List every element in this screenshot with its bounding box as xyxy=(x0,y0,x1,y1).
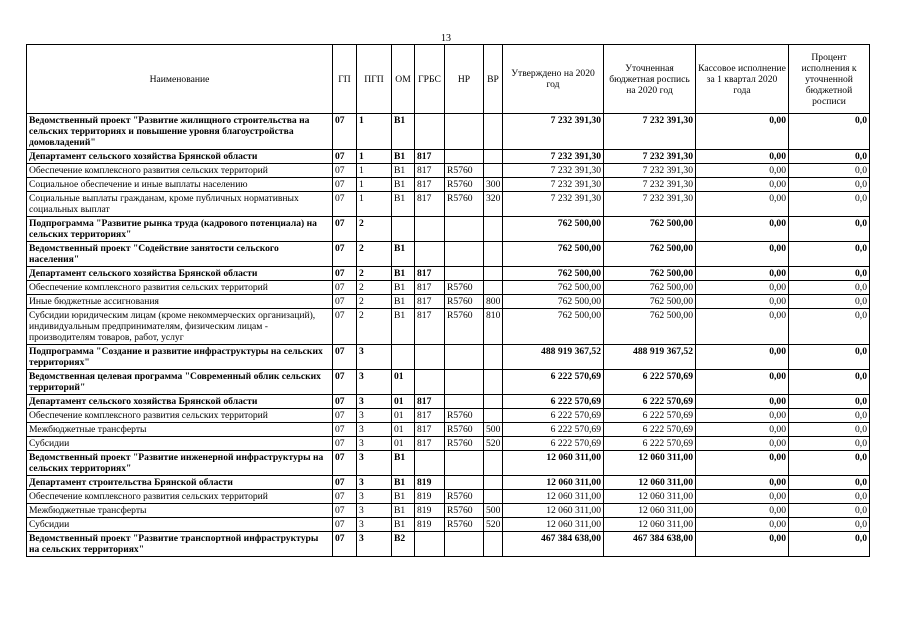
cell-grbs: 817 xyxy=(415,395,445,409)
cell-grbs xyxy=(415,242,445,267)
cell-approved: 488 919 367,52 xyxy=(503,345,604,370)
cell-cash: 0,00 xyxy=(696,178,789,192)
cell-gp: 07 xyxy=(333,267,357,281)
cell-grbs: 817 xyxy=(415,309,445,345)
cell-name: Ведомственный проект "Развитие транспортной инфраструктуры на сельских территориях" xyxy=(27,532,333,557)
cell-refined: 7 232 391,30 xyxy=(604,164,696,178)
cell-om: B1 xyxy=(392,504,415,518)
cell-vr xyxy=(484,150,503,164)
cell-vr xyxy=(484,490,503,504)
cell-om: B2 xyxy=(392,532,415,557)
cell-grbs: 817 xyxy=(415,164,445,178)
cell-percent: 0,0 xyxy=(789,217,870,242)
cell-grbs: 817 xyxy=(415,281,445,295)
cell-refined: 6 222 570,69 xyxy=(604,370,696,395)
cell-percent: 0,0 xyxy=(789,451,870,476)
cell-refined: 762 500,00 xyxy=(604,309,696,345)
cell-name: Ведомственный проект "Развитие жилищного строительства на сельских территориях и повышение уровня благоустройства домовладений" xyxy=(27,114,333,150)
table-row xyxy=(27,490,870,504)
cell-refined: 12 060 311,00 xyxy=(604,476,696,490)
cell-name: Департамент сельского хозяйства Брянской области xyxy=(27,150,333,164)
cell-approved: 7 232 391,30 xyxy=(503,114,604,150)
cell-pgp: 2 xyxy=(357,281,392,295)
cell-cash: 0,00 xyxy=(696,409,789,423)
table-row xyxy=(27,370,870,395)
cell-name: Субсидии юридическим лицам (кроме некоммерческих организаций), индивидуальным предпринимателям, физическим лицам - производителям товаров, работ, услуг xyxy=(27,309,333,345)
cell-approved: 762 500,00 xyxy=(503,217,604,242)
cell-percent: 0,0 xyxy=(789,295,870,309)
cell-pgp: 1 xyxy=(357,150,392,164)
cell-pgp: 3 xyxy=(357,409,392,423)
table-row xyxy=(27,423,870,437)
cell-cash: 0,00 xyxy=(696,518,789,532)
cell-nr: R5760 xyxy=(445,490,484,504)
cell-approved: 12 060 311,00 xyxy=(503,490,604,504)
cell-cash: 0,00 xyxy=(696,114,789,150)
cell-grbs xyxy=(415,451,445,476)
cell-name: Обеспечение комплексного развития сельских территорий xyxy=(27,281,333,295)
cell-vr xyxy=(484,242,503,267)
cell-pgp: 3 xyxy=(357,451,392,476)
cell-refined: 7 232 391,30 xyxy=(604,150,696,164)
cell-grbs: 819 xyxy=(415,490,445,504)
cell-cash: 0,00 xyxy=(696,217,789,242)
cell-vr: 500 xyxy=(484,423,503,437)
cell-om: B1 xyxy=(392,295,415,309)
cell-percent: 0,0 xyxy=(789,395,870,409)
cell-percent: 0,0 xyxy=(789,114,870,150)
cell-om: B1 xyxy=(392,178,415,192)
cell-approved: 7 232 391,30 xyxy=(503,150,604,164)
cell-name: Иные бюджетные ассигнования xyxy=(27,295,333,309)
cell-om: 01 xyxy=(392,409,415,423)
cell-name: Обеспечение комплексного развития сельских территорий xyxy=(27,409,333,423)
cell-nr: R5760 xyxy=(445,518,484,532)
cell-grbs xyxy=(415,114,445,150)
header-name: Наименование xyxy=(27,45,333,114)
table-row xyxy=(27,476,870,490)
cell-refined: 12 060 311,00 xyxy=(604,451,696,476)
page-number: 13 xyxy=(441,33,451,44)
table-row xyxy=(27,150,870,164)
cell-nr xyxy=(445,370,484,395)
header-nr: НР xyxy=(445,45,484,114)
cell-vr xyxy=(484,370,503,395)
cell-approved: 12 060 311,00 xyxy=(503,518,604,532)
cell-grbs: 819 xyxy=(415,518,445,532)
cell-refined: 12 060 311,00 xyxy=(604,518,696,532)
cell-percent: 0,0 xyxy=(789,409,870,423)
cell-name: Субсидии xyxy=(27,518,333,532)
cell-vr: 500 xyxy=(484,504,503,518)
cell-approved: 762 500,00 xyxy=(503,281,604,295)
cell-approved: 6 222 570,69 xyxy=(503,395,604,409)
cell-om: 01 xyxy=(392,370,415,395)
cell-name: Межбюджетные трансферты xyxy=(27,423,333,437)
cell-percent: 0,0 xyxy=(789,309,870,345)
cell-refined: 762 500,00 xyxy=(604,281,696,295)
cell-vr xyxy=(484,409,503,423)
cell-refined: 762 500,00 xyxy=(604,295,696,309)
cell-percent: 0,0 xyxy=(789,476,870,490)
cell-cash: 0,00 xyxy=(696,504,789,518)
cell-refined: 7 232 391,30 xyxy=(604,178,696,192)
cell-nr xyxy=(445,267,484,281)
cell-percent: 0,0 xyxy=(789,345,870,370)
cell-refined: 488 919 367,52 xyxy=(604,345,696,370)
cell-vr: 320 xyxy=(484,192,503,217)
cell-approved: 6 222 570,69 xyxy=(503,423,604,437)
table-row xyxy=(27,437,870,451)
cell-grbs: 819 xyxy=(415,476,445,490)
cell-refined: 6 222 570,69 xyxy=(604,395,696,409)
cell-cash: 0,00 xyxy=(696,437,789,451)
cell-approved: 12 060 311,00 xyxy=(503,504,604,518)
cell-approved: 467 384 638,00 xyxy=(503,532,604,557)
cell-pgp: 2 xyxy=(357,242,392,267)
cell-refined: 7 232 391,30 xyxy=(604,192,696,217)
cell-name: Подпрограмма "Развитие рынка труда (кадрового потенциала) на сельских территориях" xyxy=(27,217,333,242)
cell-gp: 07 xyxy=(333,370,357,395)
cell-percent: 0,0 xyxy=(789,518,870,532)
cell-nr xyxy=(445,395,484,409)
cell-percent: 0,0 xyxy=(789,178,870,192)
cell-om: B1 xyxy=(392,281,415,295)
cell-nr: R5760 xyxy=(445,295,484,309)
cell-om: B1 xyxy=(392,267,415,281)
cell-gp: 07 xyxy=(333,518,357,532)
cell-om: B1 xyxy=(392,192,415,217)
cell-gp: 07 xyxy=(333,178,357,192)
cell-nr: R5760 xyxy=(445,178,484,192)
cell-nr xyxy=(445,114,484,150)
cell-vr xyxy=(484,476,503,490)
cell-percent: 0,0 xyxy=(789,267,870,281)
cell-cash: 0,00 xyxy=(696,295,789,309)
cell-percent: 0,0 xyxy=(789,437,870,451)
cell-om: B1 xyxy=(392,150,415,164)
cell-name: Обеспечение комплексного развития сельских территорий xyxy=(27,490,333,504)
header-grbs: ГРБС xyxy=(415,45,445,114)
cell-pgp: 3 xyxy=(357,345,392,370)
cell-gp: 07 xyxy=(333,409,357,423)
cell-approved: 7 232 391,30 xyxy=(503,164,604,178)
cell-nr: R5760 xyxy=(445,281,484,295)
cell-name: Ведомственная целевая программа "Современный облик сельских территорий" xyxy=(27,370,333,395)
cell-om: 01 xyxy=(392,395,415,409)
cell-percent: 0,0 xyxy=(789,370,870,395)
cell-nr xyxy=(445,217,484,242)
cell-vr: 800 xyxy=(484,295,503,309)
table-row xyxy=(27,114,870,150)
header-refined: Уточненная бюджетная роспись на 2020 год xyxy=(604,45,696,114)
cell-approved: 7 232 391,30 xyxy=(503,192,604,217)
cell-grbs: 817 xyxy=(415,150,445,164)
cell-percent: 0,0 xyxy=(789,150,870,164)
cell-vr xyxy=(484,451,503,476)
cell-om xyxy=(392,217,415,242)
cell-approved: 762 500,00 xyxy=(503,242,604,267)
cell-om xyxy=(392,345,415,370)
cell-cash: 0,00 xyxy=(696,370,789,395)
cell-name: Департамент строительства Брянской области xyxy=(27,476,333,490)
cell-name: Обеспечение комплексного развития сельских территорий xyxy=(27,164,333,178)
cell-pgp: 1 xyxy=(357,192,392,217)
cell-grbs: 817 xyxy=(415,267,445,281)
cell-cash: 0,00 xyxy=(696,281,789,295)
cell-pgp: 3 xyxy=(357,532,392,557)
cell-om: B1 xyxy=(392,242,415,267)
cell-name: Подпрограмма "Создание и развитие инфраструктуры на сельских территориях" xyxy=(27,345,333,370)
table-row xyxy=(27,395,870,409)
cell-pgp: 1 xyxy=(357,164,392,178)
cell-cash: 0,00 xyxy=(696,451,789,476)
table-row xyxy=(27,242,870,267)
cell-vr: 300 xyxy=(484,178,503,192)
cell-gp: 07 xyxy=(333,242,357,267)
cell-om: B1 xyxy=(392,164,415,178)
table-row xyxy=(27,504,870,518)
cell-vr: 810 xyxy=(484,309,503,345)
cell-gp: 07 xyxy=(333,490,357,504)
cell-cash: 0,00 xyxy=(696,490,789,504)
cell-name: Социальное обеспечение и иные выплаты населению xyxy=(27,178,333,192)
cell-refined: 7 232 391,30 xyxy=(604,114,696,150)
cell-gp: 07 xyxy=(333,504,357,518)
table-row xyxy=(27,345,870,370)
cell-gp: 07 xyxy=(333,150,357,164)
cell-percent: 0,0 xyxy=(789,423,870,437)
cell-nr xyxy=(445,476,484,490)
cell-gp: 07 xyxy=(333,451,357,476)
table-row xyxy=(27,192,870,217)
cell-refined: 6 222 570,69 xyxy=(604,423,696,437)
cell-cash: 0,00 xyxy=(696,395,789,409)
cell-nr xyxy=(445,532,484,557)
cell-cash: 0,00 xyxy=(696,164,789,178)
cell-pgp: 1 xyxy=(357,114,392,150)
table-header-row xyxy=(27,45,870,114)
cell-name: Департамент сельского хозяйства Брянской области xyxy=(27,395,333,409)
cell-cash: 0,00 xyxy=(696,192,789,217)
cell-percent: 0,0 xyxy=(789,281,870,295)
cell-approved: 12 060 311,00 xyxy=(503,476,604,490)
cell-gp: 07 xyxy=(333,192,357,217)
cell-om: B1 xyxy=(392,114,415,150)
cell-percent: 0,0 xyxy=(789,490,870,504)
cell-vr xyxy=(484,395,503,409)
cell-nr xyxy=(445,150,484,164)
cell-grbs: 817 xyxy=(415,437,445,451)
cell-pgp: 3 xyxy=(357,476,392,490)
cell-pgp: 3 xyxy=(357,395,392,409)
table-row xyxy=(27,451,870,476)
cell-pgp: 3 xyxy=(357,504,392,518)
header-vr: ВР xyxy=(484,45,503,114)
cell-nr: R5760 xyxy=(445,192,484,217)
cell-refined: 6 222 570,69 xyxy=(604,437,696,451)
cell-approved: 6 222 570,69 xyxy=(503,437,604,451)
cell-approved: 6 222 570,69 xyxy=(503,370,604,395)
cell-percent: 0,0 xyxy=(789,164,870,178)
cell-cash: 0,00 xyxy=(696,423,789,437)
cell-grbs xyxy=(415,345,445,370)
cell-cash: 0,00 xyxy=(696,150,789,164)
table-row xyxy=(27,518,870,532)
cell-nr xyxy=(445,242,484,267)
cell-grbs: 817 xyxy=(415,295,445,309)
cell-nr xyxy=(445,345,484,370)
cell-gp: 07 xyxy=(333,114,357,150)
cell-cash: 0,00 xyxy=(696,476,789,490)
cell-approved: 762 500,00 xyxy=(503,309,604,345)
cell-percent: 0,0 xyxy=(789,192,870,217)
budget-table xyxy=(26,44,870,557)
cell-grbs: 817 xyxy=(415,192,445,217)
cell-gp: 07 xyxy=(333,345,357,370)
cell-name: Межбюджетные трансферты xyxy=(27,504,333,518)
table-body xyxy=(27,114,870,557)
header-om: ОМ xyxy=(392,45,415,114)
cell-gp: 07 xyxy=(333,423,357,437)
cell-vr: 520 xyxy=(484,437,503,451)
cell-om: B1 xyxy=(392,518,415,532)
cell-gp: 07 xyxy=(333,295,357,309)
cell-gp: 07 xyxy=(333,476,357,490)
cell-nr xyxy=(445,451,484,476)
cell-vr xyxy=(484,345,503,370)
table-row xyxy=(27,409,870,423)
cell-approved: 762 500,00 xyxy=(503,267,604,281)
cell-cash: 0,00 xyxy=(696,267,789,281)
cell-refined: 12 060 311,00 xyxy=(604,490,696,504)
cell-om: B1 xyxy=(392,476,415,490)
cell-percent: 0,0 xyxy=(789,242,870,267)
cell-refined: 762 500,00 xyxy=(604,217,696,242)
cell-nr: R5760 xyxy=(445,504,484,518)
cell-vr xyxy=(484,281,503,295)
cell-om: 01 xyxy=(392,423,415,437)
header-approved: Утверждено на 2020 год xyxy=(503,45,604,114)
cell-pgp: 1 xyxy=(357,178,392,192)
table-row xyxy=(27,164,870,178)
cell-vr xyxy=(484,267,503,281)
table-row xyxy=(27,267,870,281)
cell-gp: 07 xyxy=(333,309,357,345)
cell-om: 01 xyxy=(392,437,415,451)
cell-pgp: 3 xyxy=(357,490,392,504)
table-row xyxy=(27,532,870,557)
cell-name: Департамент сельского хозяйства Брянской области xyxy=(27,267,333,281)
cell-refined: 12 060 311,00 xyxy=(604,504,696,518)
cell-gp: 07 xyxy=(333,532,357,557)
cell-pgp: 3 xyxy=(357,437,392,451)
cell-pgp: 3 xyxy=(357,423,392,437)
table-row xyxy=(27,295,870,309)
cell-grbs: 819 xyxy=(415,504,445,518)
cell-refined: 467 384 638,00 xyxy=(604,532,696,557)
cell-vr xyxy=(484,217,503,242)
cell-grbs: 817 xyxy=(415,423,445,437)
cell-vr xyxy=(484,532,503,557)
cell-refined: 6 222 570,69 xyxy=(604,409,696,423)
cell-vr xyxy=(484,114,503,150)
cell-grbs: 817 xyxy=(415,178,445,192)
header-pgp: ПГП xyxy=(357,45,392,114)
table-row xyxy=(27,281,870,295)
cell-name: Социальные выплаты гражданам, кроме публичных нормативных социальных выплат xyxy=(27,192,333,217)
header-percent: Процент исполнения к уточненной бюджетной росписи xyxy=(789,45,870,114)
cell-refined: 762 500,00 xyxy=(604,267,696,281)
cell-approved: 12 060 311,00 xyxy=(503,451,604,476)
cell-cash: 0,00 xyxy=(696,242,789,267)
cell-pgp: 3 xyxy=(357,518,392,532)
cell-nr: R5760 xyxy=(445,309,484,345)
cell-name: Ведомственный проект "Развитие инженерной инфраструктуры на сельских территориях" xyxy=(27,451,333,476)
cell-om: B1 xyxy=(392,309,415,345)
cell-vr xyxy=(484,164,503,178)
cell-refined: 762 500,00 xyxy=(604,242,696,267)
cell-approved: 7 232 391,30 xyxy=(503,178,604,192)
table-row xyxy=(27,217,870,242)
cell-percent: 0,0 xyxy=(789,504,870,518)
header-cash: Кассовое исполнение за 1 квартал 2020 года xyxy=(696,45,789,114)
cell-pgp: 3 xyxy=(357,370,392,395)
cell-gp: 07 xyxy=(333,395,357,409)
cell-percent: 0,0 xyxy=(789,532,870,557)
cell-name: Ведомственный проект "Содействие занятости сельского населения" xyxy=(27,242,333,267)
cell-name: Субсидии xyxy=(27,437,333,451)
cell-nr: R5760 xyxy=(445,423,484,437)
cell-pgp: 2 xyxy=(357,267,392,281)
cell-cash: 0,00 xyxy=(696,532,789,557)
header-gp: ГП xyxy=(333,45,357,114)
cell-om: B1 xyxy=(392,490,415,504)
cell-nr: R5760 xyxy=(445,164,484,178)
cell-pgp: 2 xyxy=(357,295,392,309)
cell-gp: 07 xyxy=(333,437,357,451)
table-row xyxy=(27,309,870,345)
cell-cash: 0,00 xyxy=(696,309,789,345)
cell-nr: R5760 xyxy=(445,437,484,451)
cell-pgp: 2 xyxy=(357,217,392,242)
cell-nr: R5760 xyxy=(445,409,484,423)
cell-approved: 762 500,00 xyxy=(503,295,604,309)
cell-pgp: 2 xyxy=(357,309,392,345)
cell-gp: 07 xyxy=(333,217,357,242)
cell-cash: 0,00 xyxy=(696,345,789,370)
cell-grbs xyxy=(415,370,445,395)
cell-vr: 520 xyxy=(484,518,503,532)
table-row xyxy=(27,178,870,192)
cell-om: B1 xyxy=(392,451,415,476)
cell-grbs: 817 xyxy=(415,409,445,423)
cell-approved: 6 222 570,69 xyxy=(503,409,604,423)
cell-grbs xyxy=(415,532,445,557)
cell-gp: 07 xyxy=(333,281,357,295)
cell-grbs xyxy=(415,217,445,242)
cell-gp: 07 xyxy=(333,164,357,178)
